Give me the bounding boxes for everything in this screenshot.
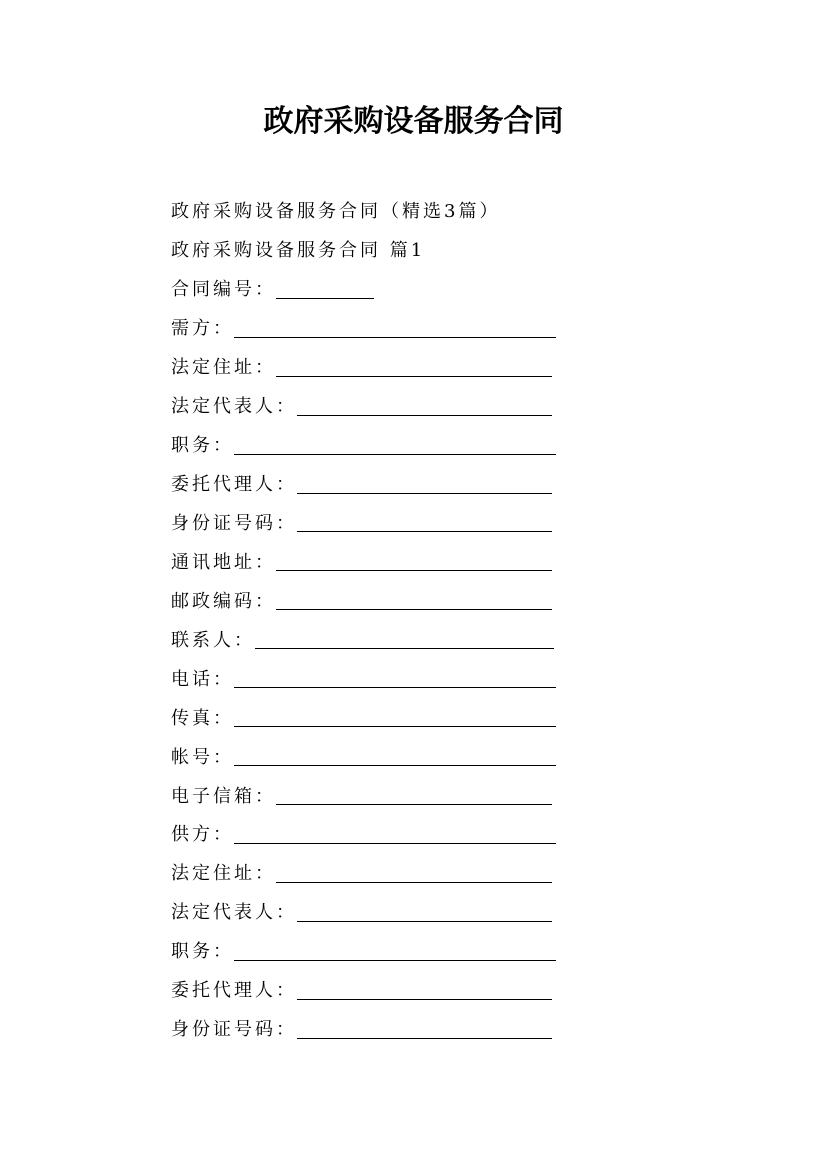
buyer-legal-rep-blank[interactable] bbox=[297, 395, 552, 416]
buyer-address-blank[interactable] bbox=[276, 356, 552, 377]
buyer-address-field bbox=[171, 347, 591, 386]
buyer-contact-blank[interactable] bbox=[255, 628, 554, 649]
supplier-legal-rep-blank[interactable] bbox=[297, 901, 552, 922]
buyer-mail-address-label: 通讯地址： bbox=[171, 551, 276, 573]
supplier-position-field bbox=[171, 931, 591, 970]
buyer-agent-label: 委托代理人： bbox=[171, 474, 297, 496]
buyer-fax-field bbox=[171, 697, 591, 736]
buyer-position-field bbox=[171, 425, 591, 464]
buyer-phone-field bbox=[171, 658, 591, 697]
buyer-agent-field bbox=[171, 464, 591, 503]
buyer-account-field bbox=[171, 736, 591, 775]
intro-line: 政府采购设备服务合同（精选3篇） bbox=[171, 201, 501, 223]
buyer-fax-label: 传真： bbox=[171, 707, 234, 729]
buyer-party-label: 需方： bbox=[171, 318, 234, 340]
buyer-legal-rep-label: 法定代表人： bbox=[171, 396, 297, 418]
buyer-agent-blank[interactable] bbox=[297, 473, 552, 494]
buyer-party-field bbox=[171, 308, 591, 347]
buyer-email-label: 电子信箱： bbox=[171, 785, 276, 807]
contract-number-blank[interactable] bbox=[276, 278, 374, 299]
supplier-legal-rep-label: 法定代表人： bbox=[171, 902, 297, 924]
supplier-position-blank[interactable] bbox=[234, 940, 556, 961]
supplier-address-blank[interactable] bbox=[276, 862, 552, 883]
supplier-party-blank[interactable] bbox=[234, 823, 556, 844]
supplier-id-label: 身份证号码： bbox=[171, 1019, 297, 1041]
supplier-id-field bbox=[171, 1009, 591, 1048]
buyer-postal-code-blank[interactable] bbox=[276, 589, 552, 610]
supplier-party-label: 供方： bbox=[171, 824, 234, 846]
buyer-phone-label: 电话： bbox=[171, 668, 234, 690]
buyer-party-blank[interactable] bbox=[234, 317, 556, 338]
buyer-mail-address-blank[interactable] bbox=[276, 550, 552, 571]
supplier-party-field bbox=[171, 814, 591, 853]
buyer-contact-field bbox=[171, 619, 591, 658]
supplier-address-label: 法定住址： bbox=[171, 863, 276, 885]
supplier-position-label: 职务： bbox=[171, 941, 234, 963]
supplier-id-blank[interactable] bbox=[297, 1018, 552, 1039]
buyer-account-blank[interactable] bbox=[234, 745, 556, 766]
buyer-position-label: 职务： bbox=[171, 435, 234, 457]
supplier-legal-rep-field bbox=[171, 892, 591, 931]
contract-body bbox=[171, 191, 591, 1048]
buyer-account-label: 帐号： bbox=[171, 746, 234, 768]
buyer-address-label: 法定住址： bbox=[171, 357, 276, 379]
buyer-legal-rep-field bbox=[171, 386, 591, 425]
buyer-mail-address-field bbox=[171, 541, 591, 580]
contract-number-field bbox=[171, 269, 591, 308]
buyer-phone-blank[interactable] bbox=[234, 667, 556, 688]
buyer-email-field bbox=[171, 775, 591, 814]
buyer-id-blank[interactable] bbox=[297, 511, 552, 532]
contract-number-label: 合同编号： bbox=[171, 279, 276, 301]
buyer-email-blank[interactable] bbox=[276, 784, 552, 805]
buyer-contact-label: 联系人： bbox=[171, 629, 255, 651]
supplier-agent-blank[interactable] bbox=[297, 979, 552, 1000]
buyer-fax-blank[interactable] bbox=[234, 706, 556, 727]
supplier-address-field bbox=[171, 853, 591, 892]
section-heading: 政府采购设备服务合同 篇1 bbox=[171, 240, 426, 262]
supplier-agent-label: 委托代理人： bbox=[171, 980, 297, 1002]
supplier-agent-field bbox=[171, 970, 591, 1009]
buyer-position-blank[interactable] bbox=[234, 434, 556, 455]
buyer-postal-code-field bbox=[171, 580, 591, 619]
buyer-postal-code-label: 邮政编码： bbox=[171, 590, 276, 612]
buyer-id-field bbox=[171, 503, 591, 542]
buyer-id-label: 身份证号码： bbox=[171, 512, 297, 534]
document-title: 政府采购设备服务合同 bbox=[263, 104, 564, 139]
